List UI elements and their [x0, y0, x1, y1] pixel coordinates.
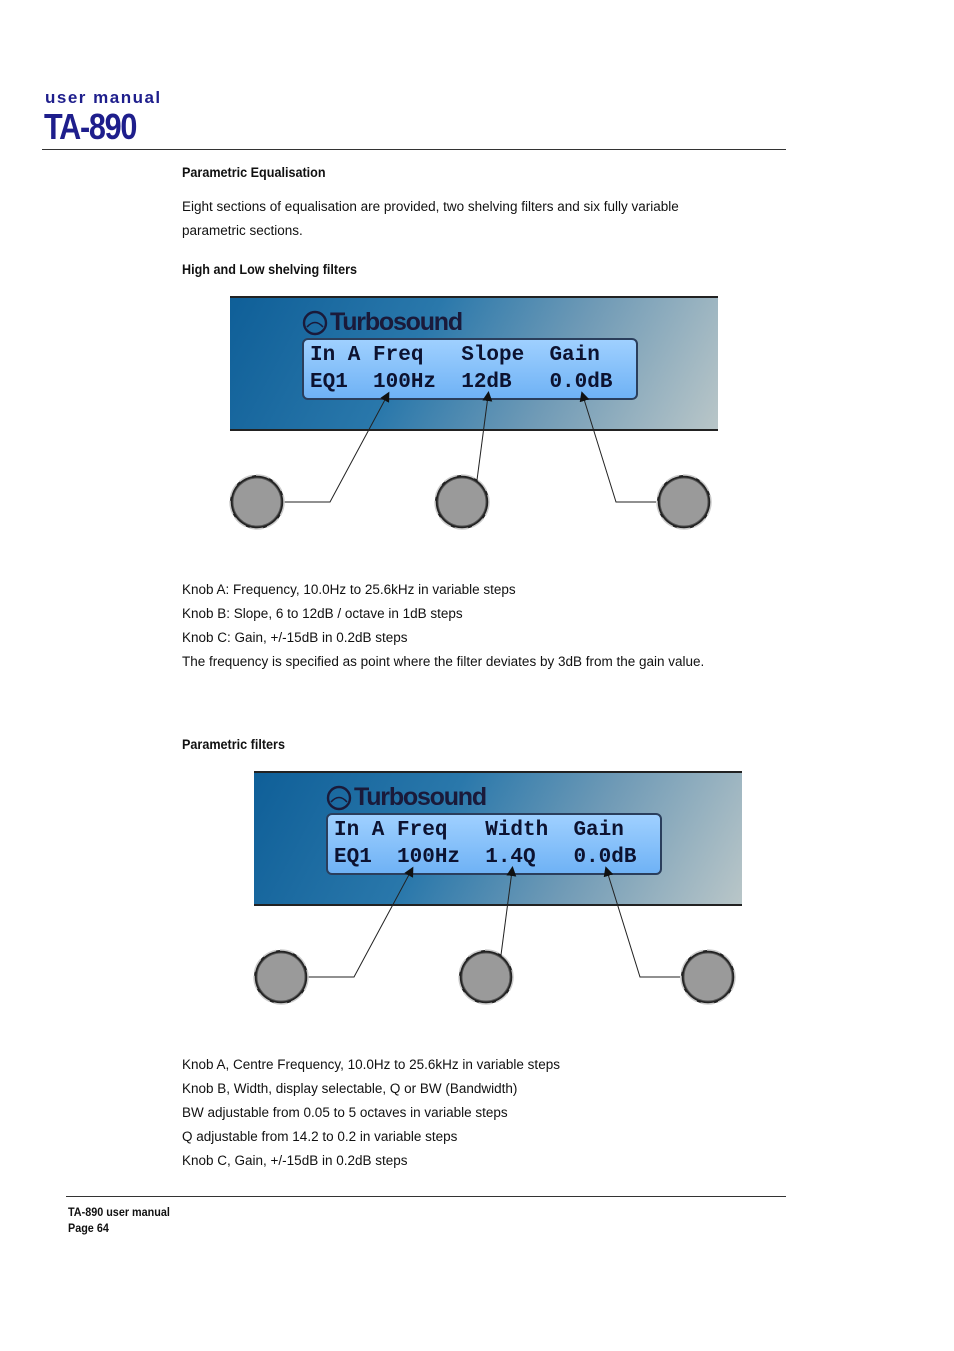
knob-c[interactable] [681, 950, 735, 1004]
footer-rule [66, 1196, 786, 1197]
parametric-notes [182, 1053, 560, 1173]
subheading-parametric-filters: Parametric filters [182, 736, 285, 752]
turbosound-logo-text: Turbosound [354, 783, 486, 811]
manual-subtitle: user manual [45, 88, 162, 107]
knob-b[interactable] [459, 950, 513, 1004]
subheading-shelving-filters: High and Low shelving filters [182, 261, 358, 277]
intro-line-1: Eight sections of equalisation are provided, two shelving filters and six fully variable [182, 199, 679, 214]
note-knob-a: Knob A: Frequency, 10.0Hz to 25.6kHz in variable steps [182, 582, 516, 597]
note-knob-c: Knob C, Gain, +/-15dB in 0.2dB steps [182, 1153, 408, 1168]
note-frequency: The frequency is specified as point where the filter deviates by 3dB from the gain value. [182, 654, 705, 669]
lcd-line-1: In A Freq Slope Gain [310, 344, 600, 367]
pointer-knob-a [308, 871, 411, 977]
lcd-line-1: In A Freq Width Gain [334, 819, 624, 842]
pointer-knob-b [501, 871, 512, 955]
pointer-knob-c [607, 871, 680, 977]
manual-title: TA-890 [44, 106, 137, 147]
note-knob-b: Knob B, Width, display selectable, Q or BW (Bandwidth) [182, 1081, 518, 1096]
note-q: Q adjustable from 14.2 to 0.2 in variable steps [182, 1129, 458, 1144]
note-knob-a: Knob A, Centre Frequency, 10.0Hz to 25.6kHz in variable steps [182, 1057, 560, 1072]
knob-a[interactable] [254, 950, 308, 1004]
footer-page-number: Page 64 [68, 1221, 109, 1235]
note-bw: BW adjustable from 0.05 to 5 octaves in variable steps [182, 1105, 508, 1120]
intro-line-2: parametric sections. [182, 223, 303, 238]
turbosound-logo-text: Turbosound [330, 308, 462, 336]
footer-manual-name: TA-890 user manual [68, 1205, 170, 1219]
lcd-line-2: EQ1 100Hz 12dB 0.0dB [310, 371, 613, 394]
note-knob-b: Knob B: Slope, 6 to 12dB / octave in 1dB steps [182, 606, 463, 621]
note-knob-c: Knob C: Gain, +/-15dB in 0.2dB steps [182, 630, 408, 645]
lcd-line-2: EQ1 100Hz 1.4Q 0.0dB [334, 846, 637, 869]
section-heading-parametric-equalisation: Parametric Equalisation [182, 164, 326, 180]
